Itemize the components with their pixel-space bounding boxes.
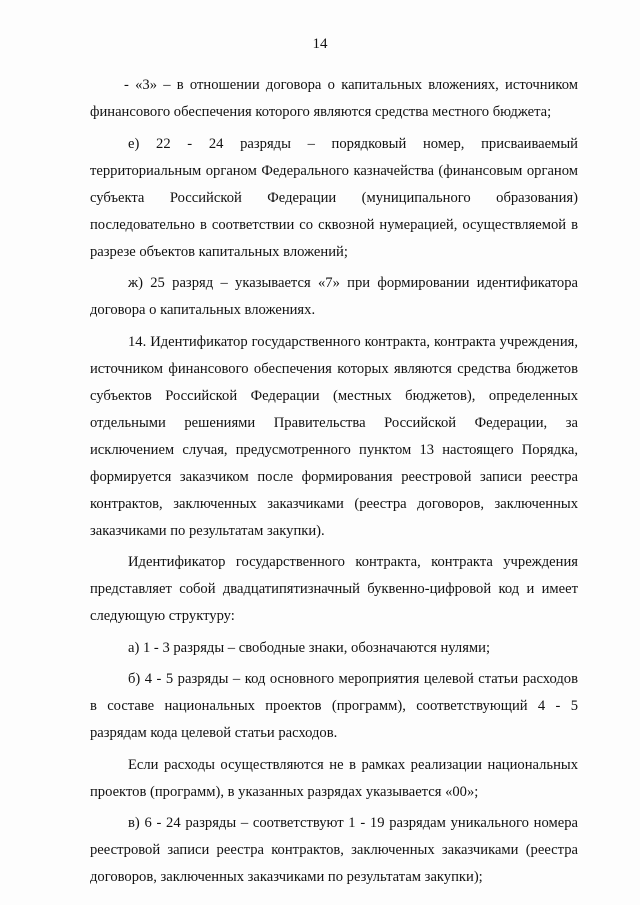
paragraph-non-national-projects: Если расходы осуществляются не в рамках реализации национальных проектов (программ), в указанных разрядах указывается «00»; <box>90 756 578 800</box>
paragraph-item-v: в) 6 - 24 разряды – соответствуют 1 - 19 разрядам уникального номера реестровой записи реестра контрактов, заключенных заказчиками (реестра договоров, заключенных заказчиками по результатам закупки); <box>90 815 578 885</box>
paragraph-item-a: а) 1 - 3 разряды – свободные знаки, обозначаются нулями; <box>128 639 491 656</box>
paragraph-item-3-local-budget: - «3» – в отношении договора о капитальных вложениях, источником финансового обеспечения которого являются средства местного бюджета; <box>90 77 578 120</box>
paragraph-clause-14: 14. Идентификатор государственного контракта, контракта учреждения, источником финансового обеспечения которых являются средства бюджетов субъектов Российской Федерации (местных бюджетов), определенных отдельными решениями Правительства Российской Федерации, за исключением случая, предусмотренного пунктом 13 настоящего Порядка, формируется заказчиком после формирования реестровой записи реестра контрактов, заключенных заказчиками (реестра договоров, заключенных заказчиками по результатам закупки). <box>90 333 578 539</box>
page-number: 14 <box>312 36 328 52</box>
paragraph-identifier-structure: Идентификатор государственного контракта, контракта учреждения представляет собой двадцатипятизначный буквенно-цифровой код и имеет следующую структуру: <box>90 554 578 624</box>
paragraph-item-zh: ж) 25 разряд – указывается «7» при формировании идентификатора договора о капитальных вложениях. <box>90 275 578 318</box>
paragraph-item-b: б) 4 - 5 разряды – код основного мероприятия целевой статьи расходов в составе национальных проектов (программ), соответствующий 4 - 5 разрядам кода целевой статьи расходов. <box>90 671 578 741</box>
paragraph-item-e: е) 22 - 24 разряды – порядковый номер, присваиваемый территориальным органом Федерального казначейства (финансовым органом субъекта Российской Федерации (муниципального образования) последовательно в соответствии со сквозной нумерацией, осуществляемой в разрезе объектов капитальных вложений; <box>90 135 578 260</box>
document-body <box>90 72 578 896</box>
